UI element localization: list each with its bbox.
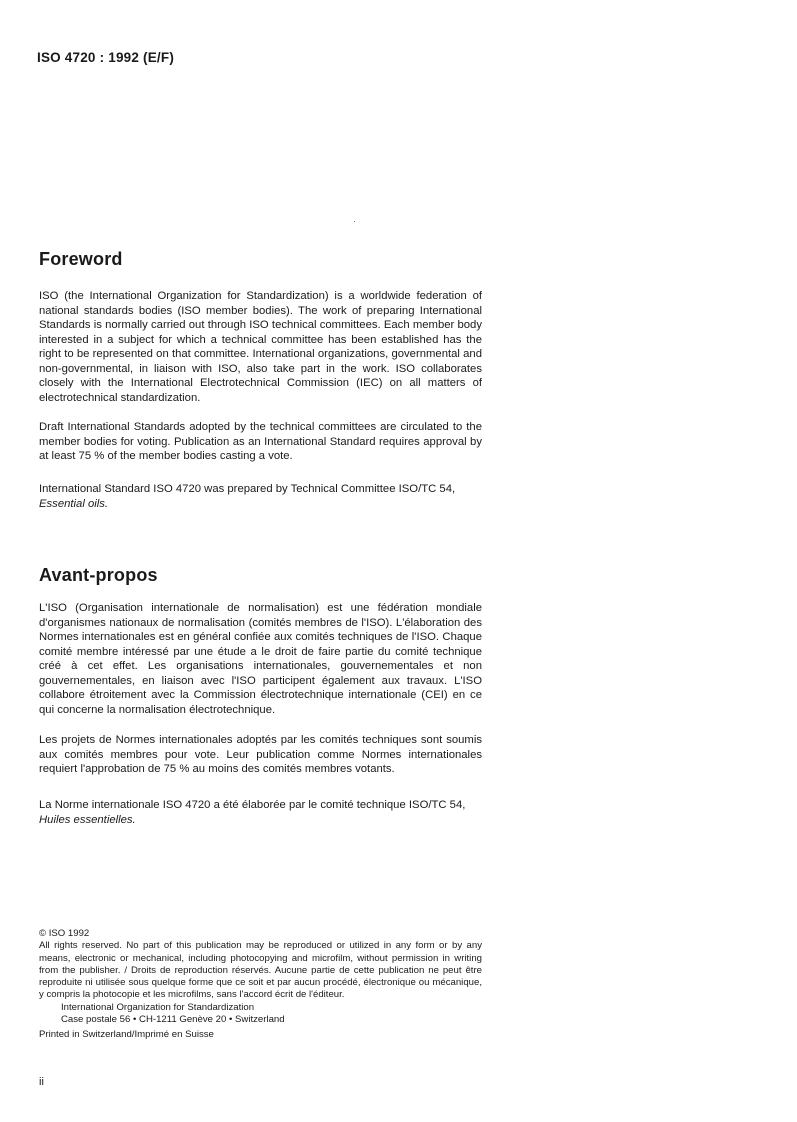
avant-propos-paragraph-3 [39,798,482,827]
page-number: ii [39,1076,44,1088]
avant-propos-paragraph-1: L'ISO (Organisation internationale de normalisation) est une fédération mondiale d'organismes nationaux de normalisation (comités membres de l'ISO). L'élaboration des Normes internationales est en général confiée aux comités techniques de l'ISO. Chaque comité membre intéressé par une étude a le droit de faire partie du comité technique créé à cet effet. Les organisations internationales, gouvernementales et non gouvernementales, en liaison avec l'ISO participent également aux travaux. L'ISO collabore étroitement avec la Commission électrotechnique internationale (CEI) en ce qui concerne la normalisation électrotechnique. [39,602,482,716]
scan-speck [354,221,355,222]
copyright-block [39,928,482,1042]
copyright-line: © ISO 1992 [39,928,90,939]
foreword-heading: Foreword [39,249,123,269]
committee-title-en: Essential oils. [39,497,109,510]
publisher-address: Case postale 56 • CH-1211 Genève 20 • Switzerland [61,1014,285,1026]
avant-propos-heading: Avant-propos [39,565,158,585]
avant-propos-p3-text: La Norme internationale ISO 4720 a été élaborée par le comité technique ISO/TC 54, [39,799,466,811]
foreword-paragraph-3 [39,482,482,511]
foreword-paragraph-2: Draft International Standards adopted by the technical committees are circulated to the member bodies for voting. Publication as an International Standard requires approval by at least 75 % of the member bodies casting a vote. [39,421,482,462]
foreword-paragraph-1: ISO (the International Organization for Standardization) is a worldwide federation of national standards bodies (ISO member bodies). The work of preparing International Standards is normally carried out through ISO technical committees. Each member body interested in a subject for which a technical committee has been established has the right to be represented on that committee. International organizations, governmental and non-governmental, in liaison with ISO, also take part in the work. ISO collaborates closely with the International Electrotechnical Commission (IEC) on all matters of electrotechnical standardization. [39,290,482,404]
rights-statement: All rights reserved. No part of this publication may be reproduced or utilized in any form or by any means, electronic or mechanical, including photocopying and microfilm, without permission in writing from the publisher. / Droits de reproduction réservés. Aucune partie de cette publication ne peut être reproduite ni utilisée sous quelque forme que ce soit et par aucun procédé, électronique ou mécanique, y compris la photocopie et les microfilms, sans l'accord écrit de l'éditeur. [39,940,482,1001]
document-reference: ISO 4720 : 1992 (E/F) [37,50,175,65]
printed-in: Printed in Switzerland/Imprimé en Suisse [39,1029,214,1041]
foreword-p3-text: International Standard ISO 4720 was prepared by Technical Committee ISO/TC 54, [39,483,456,495]
committee-title-fr: Huiles essentielles. [39,813,136,826]
publisher-name: International Organization for Standardization [61,1001,255,1013]
avant-propos-paragraph-2: Les projets de Normes internationales adoptés par les comités techniques sont soumis aux comités membres pour vote. Leur publication comme Normes internationales requiert l'approbation de 75 % au moins des comités membres votants. [39,734,482,775]
